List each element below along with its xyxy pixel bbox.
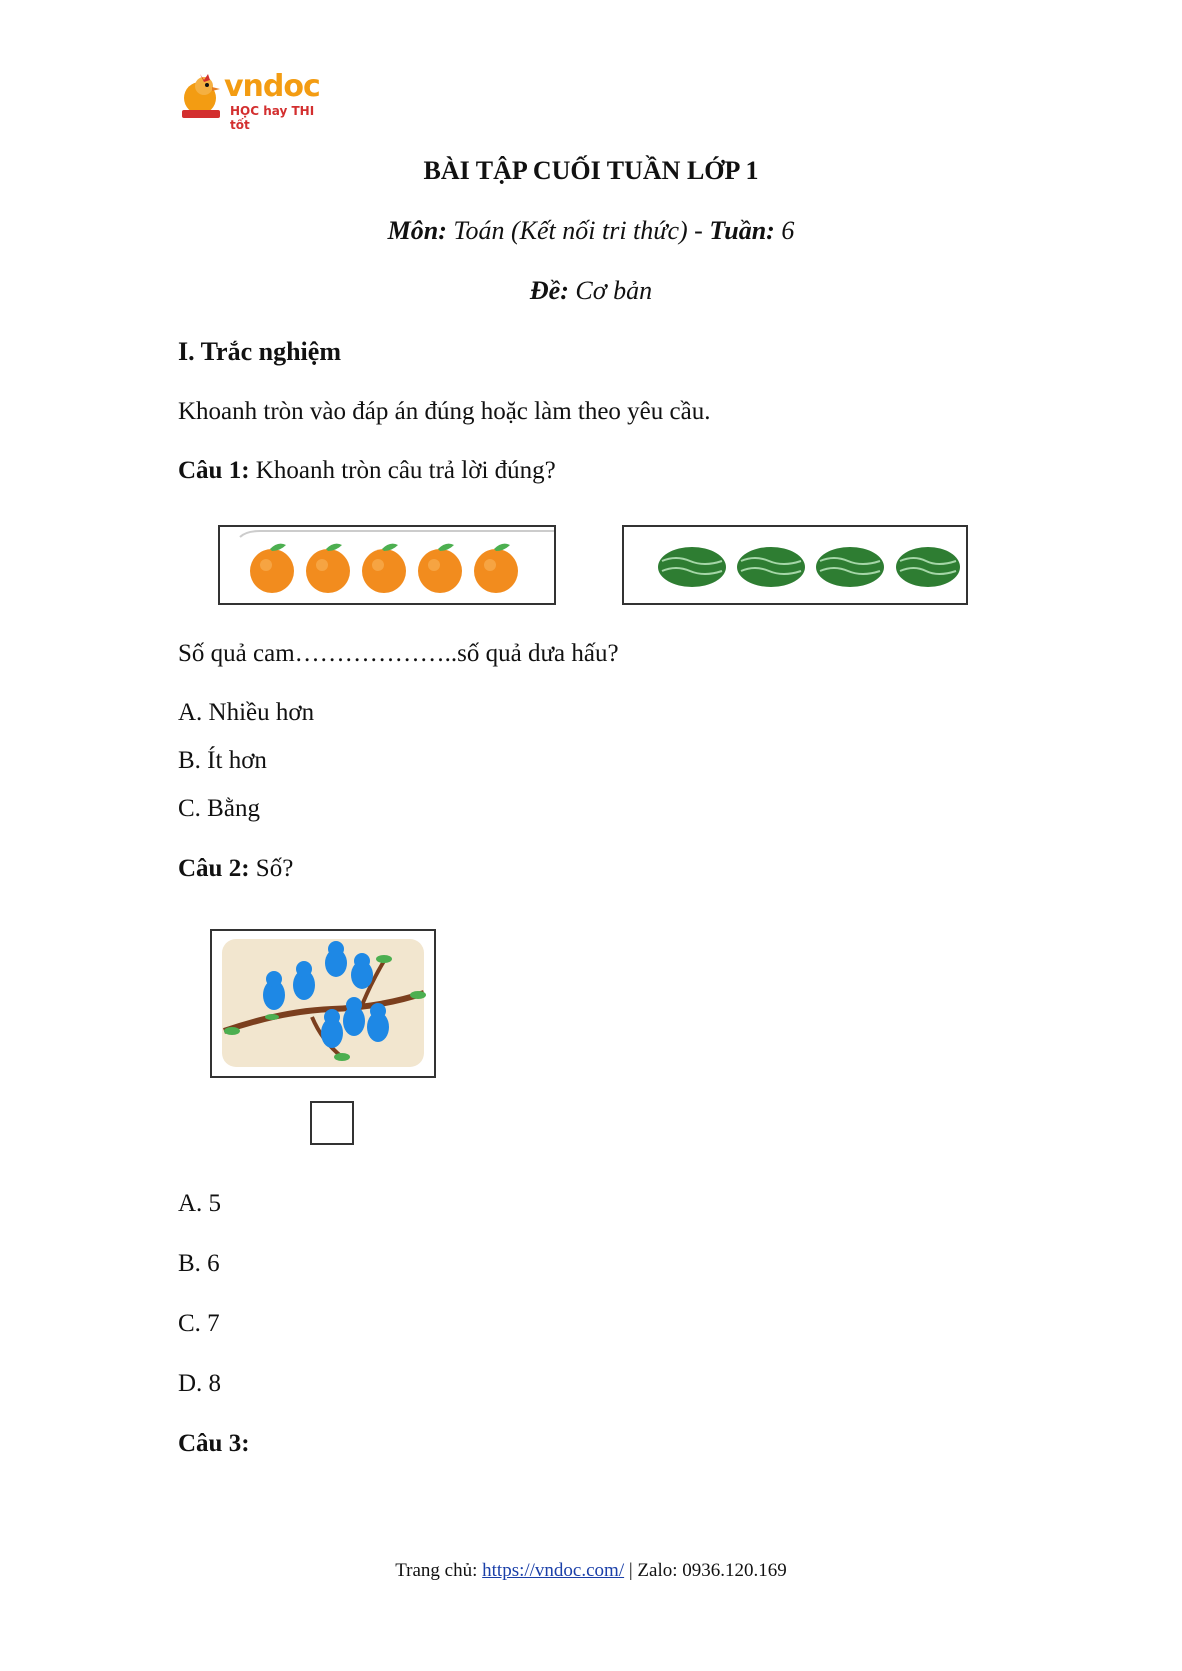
orange-icon — [306, 544, 350, 593]
birds-image — [210, 929, 436, 1078]
week-label: Tuần: — [709, 216, 775, 245]
question-1-label: Câu 1: — [178, 457, 250, 484]
watermelon-icon — [896, 547, 960, 587]
watermelon-icon — [737, 547, 805, 587]
question-1-option-a[interactable]: A. Nhiều hơn — [178, 699, 315, 726]
logo-tagline: HỌC hay THI tốt — [230, 104, 315, 132]
orange-icon — [362, 544, 406, 593]
bird-icon — [263, 971, 285, 1010]
level-value: Cơ bản — [575, 276, 653, 305]
bird-icon — [321, 1009, 343, 1048]
orange-icon — [474, 544, 518, 593]
question-3-label: Câu 3: — [178, 1430, 250, 1457]
answer-box[interactable] — [310, 1101, 354, 1145]
footer-home-link[interactable]: https://vndoc.com/ — [482, 1560, 625, 1581]
footer-zalo: | Zalo: 0936.120.169 — [628, 1560, 787, 1581]
page-title: BÀI TẬP CUỐI TUẦN LỚP 1 — [423, 156, 759, 185]
subject-line — [0, 216, 1182, 246]
watermelon-icon — [816, 547, 884, 587]
oranges-image — [218, 525, 556, 605]
question-1-prompt: Số quả cam………………..số quả dưa hấu? — [178, 640, 619, 667]
question-2-option-a[interactable]: A. 5 — [178, 1190, 222, 1217]
question-2-option-c[interactable]: C. 7 — [178, 1310, 220, 1337]
question-1-option-b[interactable]: B. Ít hơn — [178, 747, 267, 774]
level-label: Đề: — [529, 276, 569, 305]
footer-home-label: Trang chủ: — [395, 1560, 478, 1581]
watermelons-image — [622, 525, 968, 605]
subject-label: Môn: — [387, 216, 447, 245]
section-heading: I. Trắc nghiệm — [178, 337, 341, 366]
subject-value: Toán (Kết nối tri thức) - — [453, 216, 703, 245]
bird-icon — [343, 997, 365, 1036]
oranges-illustration — [220, 527, 554, 603]
question-3 — [178, 1428, 250, 1460]
watermelon-icon — [658, 547, 726, 587]
orange-icon — [418, 544, 462, 593]
question-1 — [178, 455, 556, 487]
question-1-text: Khoanh tròn câu trả lời đúng? — [255, 457, 556, 484]
orange-icon — [250, 544, 294, 593]
week-value: 6 — [781, 216, 795, 245]
question-1-option-c[interactable]: C. Bằng — [178, 795, 260, 822]
logo-wordmark: vndoc — [224, 69, 320, 104]
watermelons-illustration — [624, 527, 966, 603]
question-2 — [178, 853, 293, 885]
level-line — [0, 276, 1182, 306]
chicken-mascot-icon — [178, 68, 224, 120]
question-2-label: Câu 2: — [178, 855, 250, 882]
birds-illustration — [212, 931, 434, 1076]
page-footer — [0, 1559, 1182, 1583]
vndoc-logo — [178, 68, 338, 132]
question-2-option-d[interactable]: D. 8 — [178, 1370, 222, 1397]
question-2-text: Số? — [255, 855, 294, 882]
question-2-option-b[interactable]: B. 6 — [178, 1250, 220, 1277]
bird-icon — [293, 961, 315, 1000]
section-instruction: Khoanh tròn vào đáp án đúng hoặc làm theo yêu cầu. — [178, 398, 711, 425]
bird-icon — [367, 1003, 389, 1042]
